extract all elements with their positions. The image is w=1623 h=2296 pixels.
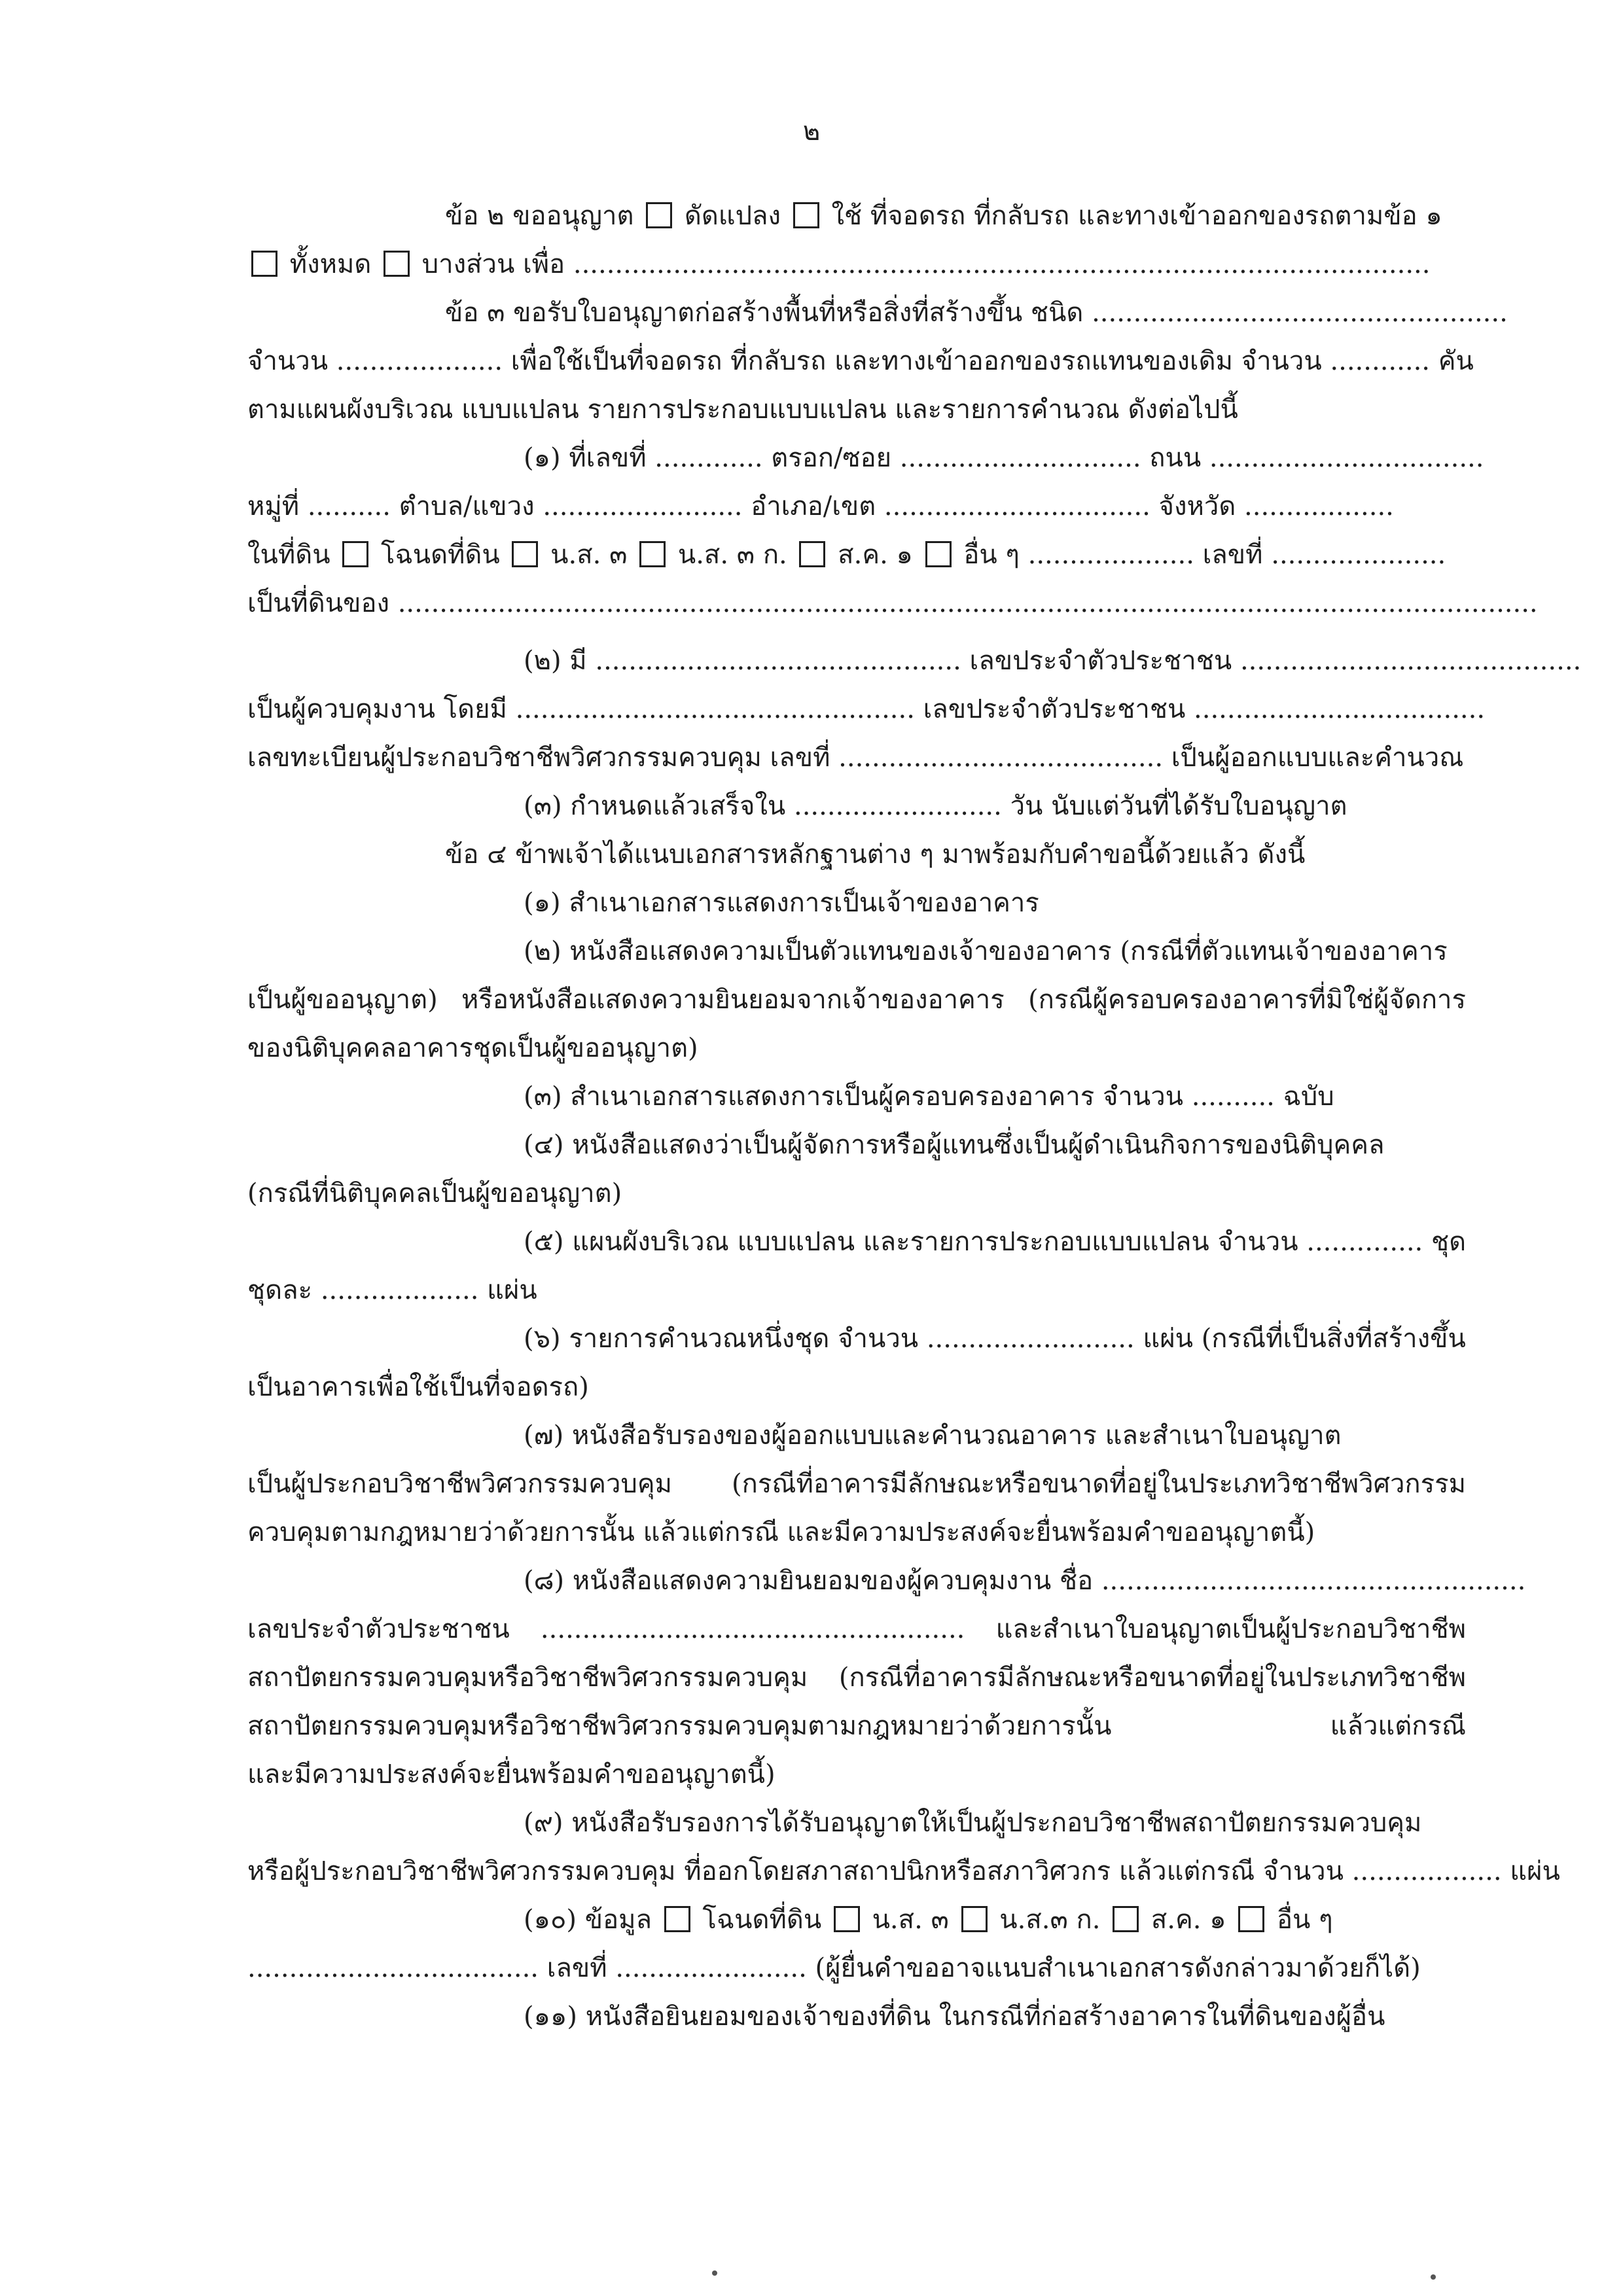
- attachment-10-line-1: (๑๐) ข้อมูล โฉนดที่ดิน น.ส. ๓ น.ส.๓ ก. ส.ค. ๑ อื่น ๆ: [524, 1905, 1333, 1935]
- clause-3-line-3: ตามแผนผังบริเวณ แบบแปลน รายการประกอบแบบแปลน และรายการคำนวณ ดังต่อไปนี้: [247, 395, 1238, 425]
- checkbox-icon[interactable]: [251, 251, 277, 277]
- attachment-8-line-3: สถาปัตยกรรมควบคุมหรือวิชาชีพวิศวกรรมควบคุม (กรณีที่อาคารมีลักษณะหรือขนาดที่อยู่ในประเภทวิชาชีพ: [247, 1663, 1466, 1693]
- clause-2-line-2: ทั้งหมด บางส่วน เพื่อ .......................................................................................................: [247, 245, 1466, 284]
- checkbox-icon[interactable]: [1113, 1906, 1139, 1932]
- supervisor-line-1: (๒) มี ............................................ เลขประจำตัวประชาชน .........................................: [524, 646, 1582, 676]
- scan-dot-icon: [1431, 2274, 1436, 2280]
- attachment-9-line-2: หรือผู้ประกอบวิชาชีพวิศวกรรมควบคุม ที่ออกโดยสภาสถาปนิกหรือสภาวิศวกร แล้วแต่กรณี จำนวน .................. แผ่น: [247, 1856, 1560, 1886]
- land-owner-line: เป็นที่ดินของ .........................................................................................................................................: [247, 588, 1538, 618]
- attachment-1: (๑) สำเนาเอกสารแสดงการเป็นเจ้าของอาคาร: [524, 888, 1039, 918]
- checkbox-icon[interactable]: [664, 1906, 690, 1932]
- attachment-7-line-1: (๗) หนังสือรับรองของผู้ออกแบบและคำนวณอาคาร และสำเนาใบอนุญาต: [524, 1421, 1342, 1451]
- scan-dot-icon: [712, 2270, 717, 2276]
- checkbox-icon[interactable]: [512, 541, 538, 567]
- checkbox-icon[interactable]: [342, 541, 368, 567]
- checkbox-icon[interactable]: [646, 202, 672, 228]
- attachment-5-line-1: (๕) แผนผังบริเวณ แบบแปลน และรายการประกอบแบบแปลน จำนวน .............. ชุด: [524, 1227, 1467, 1257]
- attachment-3: (๓) สำเนาเอกสารแสดงการเป็นผู้ครอบครองอาคาร จำนวน .......... ฉบับ: [524, 1082, 1334, 1112]
- attachment-5-line-2: ชุดละ ................... แผ่น: [247, 1275, 537, 1305]
- land-title-line: ในที่ดิน โฉนดที่ดิน น.ส. ๓ น.ส. ๓ ก. ส.ค. ๑ อื่น ๆ .................... เลขที่ .....................: [247, 540, 1446, 570]
- attachment-7-line-3: ควบคุมตามกฎหมายว่าด้วยการนั้น แล้วแต่กรณี และมีความประสงค์จะยื่นพร้อมคำขออนุญาตนี้): [247, 1517, 1315, 1547]
- clause-4-line: ข้อ ๔ ข้าพเจ้าได้แนบเอกสารหลักฐานต่าง ๆ มาพร้อมกับคำขอนี้ด้วยแล้ว ดังนี้: [445, 839, 1306, 870]
- attachment-6-line-2: เป็นอาคารเพื่อใช้เป็นที่จอดรถ): [247, 1372, 589, 1402]
- checkbox-icon[interactable]: [925, 541, 952, 567]
- clause-3-line-1: ข้อ ๓ ขอรับใบอนุญาตก่อสร้างพื้นที่หรือสิ่งที่สร้างขึ้น ชนิด ..................................................: [445, 298, 1508, 328]
- attachment-4-line-2: (กรณีที่นิติบุคคลเป็นผู้ขออนุญาต): [247, 1178, 622, 1209]
- attachment-8-line-2: เลขประจำตัวประชาชน ................................................... และสำเนาใบอนุญาตเป็นผู้ประกอบวิชาชีพ: [247, 1614, 1466, 1644]
- checkbox-icon[interactable]: [793, 202, 819, 228]
- attachment-10-line-2: ................................... เลขที่ ....................... (ผู้ยื่นคำขออาจแนบสำเนาเอกสารดังกล่าวมาด้วยก็ได้): [247, 1953, 1421, 1983]
- attachment-8-line-5: และมีความประสงค์จะยื่นพร้อมคำขออนุญาตนี้): [247, 1759, 776, 1790]
- district-line: หมู่ที่ .......... ตำบล/แขวง ........................ อำเภอ/เขต ................................ จังหวัด ..................: [247, 491, 1394, 521]
- checkbox-icon[interactable]: [639, 541, 666, 567]
- attachment-11: (๑๑) หนังสือยินยอมของเจ้าของที่ดิน ในกรณีที่ก่อสร้างอาคารในที่ดินของผู้อื่น: [524, 2002, 1385, 2032]
- attachment-2-line-1: (๒) หนังสือแสดงความเป็นตัวแทนของเจ้าของอาคาร (กรณีที่ตัวแทนเจ้าของอาคาร: [524, 936, 1448, 966]
- supervisor-line-2: เป็นผู้ควบคุมงาน โดยมี ................................................ เลขประจำตัวประชาชน ...................................: [247, 694, 1486, 724]
- attachment-9-line-1: (๙) หนังสือรับรองการได้รับอนุญาตให้เป็นผู้ประกอบวิชาชีพสถาปัตยกรรมควบคุม: [524, 1808, 1422, 1838]
- clause-3-line-2: จำนวน .................... เพื่อใช้เป็นที่จอดรถ ที่กลับรถ และทางเข้าออกของรถแทนของเดิม จำนวน ............ คัน: [247, 346, 1474, 376]
- attachment-4-line-1: (๔) หนังสือแสดงว่าเป็นผู้จัดการหรือผู้แทนซึ่งเป็นผู้ดำเนินกิจการของนิติบุคคล: [524, 1130, 1385, 1160]
- attachment-8-line-4: สถาปัตยกรรมควบคุมหรือวิชาชีพวิศวกรรมควบคุมตามกฎหมายว่าด้วยการนั้น แล้วแต่กรณี: [247, 1711, 1466, 1741]
- completion-line: (๓) กำหนดแล้วเสร็จใน ......................... วัน นับแต่วันที่ได้รับใบอนุญาต: [524, 791, 1347, 821]
- checkbox-icon[interactable]: [383, 251, 410, 277]
- location-line: (๑) ที่เลขที่ ............. ตรอก/ซอย ............................. ถนน .................................: [524, 443, 1484, 473]
- checkbox-icon[interactable]: [961, 1906, 988, 1932]
- checkbox-icon[interactable]: [1238, 1906, 1264, 1932]
- clause-2-line-1: ข้อ ๒ ขออนุญาต ดัดแปลง ใช้ ที่จอดรถ ที่กลับรถ และทางเข้าออกของรถตามข้อ ๑: [445, 201, 1442, 231]
- checkbox-icon[interactable]: [799, 541, 825, 567]
- attachment-2-line-3: ของนิติบุคคลอาคารชุดเป็นผู้ขออนุญาต): [247, 1033, 698, 1063]
- attachment-7-line-2: เป็นผู้ประกอบวิชาชีพวิศวกรรมควบคุม (กรณีที่อาคารมีลักษณะหรือขนาดที่อยู่ในประเภทวิชาชีพวิศวกรรม: [247, 1469, 1466, 1499]
- attachment-6-line-1: (๖) รายการคำนวณหนึ่งชุด จำนวน ......................... แผ่น (กรณีที่เป็นสิ่งที่สร้างขึ้น: [524, 1324, 1466, 1354]
- attachment-2-line-2: เป็นผู้ขออนุญาต) หรือหนังสือแสดงความยินยอมจากเจ้าของอาคาร (กรณีผู้ครอบครองอาคารที่มิใช่ผู้จัดการ: [247, 985, 1466, 1015]
- attachment-8-line-1: (๘) หนังสือแสดงความยินยอมของผู้ควบคุมงาน ชื่อ ...................................................: [524, 1566, 1526, 1596]
- checkbox-icon[interactable]: [834, 1906, 860, 1932]
- engineer-license-line: เลขทะเบียนผู้ประกอบวิชาชีพวิศวกรรมควบคุม เลขที่ ....................................... เป็นผู้ออกแบบและคำนวณ: [247, 743, 1464, 773]
- page-number: ๒: [802, 116, 821, 147]
